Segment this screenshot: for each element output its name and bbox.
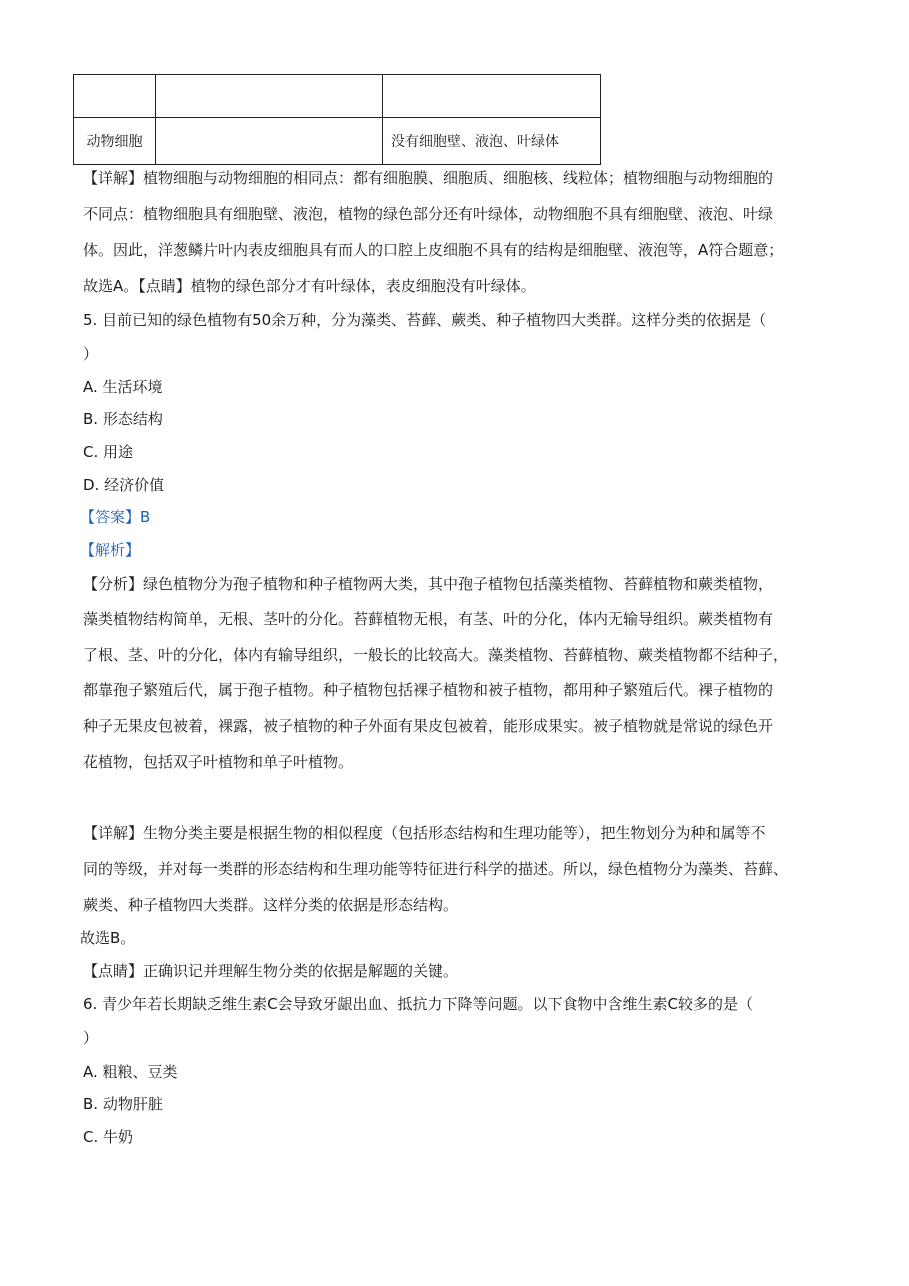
option-d: D. 经济价值: [83, 476, 165, 494]
table-cell: [156, 75, 383, 118]
detail-line: 同的等级，并对每一类群的形态结构和生理功能等特征进行科学的描述。所以，绿色植物分为藻类、苔藓、: [83, 860, 789, 878]
option-c: C. 牛奶: [83, 1128, 134, 1146]
table-cell: [156, 118, 383, 165]
option-b: B. 形态结构: [83, 410, 163, 428]
cell-comparison-table: [73, 74, 601, 165]
analysis-line: 种子无果皮包被着，裸露，被子植物的种子外面有果皮包被着，能形成果实。被子植物就是常说的绿色开: [83, 717, 774, 735]
option-c: C. 用途: [83, 443, 134, 461]
analysis-line: 花植物，包括双子叶植物和单子叶植物。: [83, 753, 354, 771]
answer-label: 【答案】B: [80, 508, 151, 526]
question-6-stem: 6. 青少年若长期缺乏维生素C会导致牙龈出血、抵抗力下降等问题。以下食物中含维生素C较多的是（: [83, 995, 754, 1013]
option-b: B. 动物肝脏: [83, 1095, 163, 1113]
question-5-stem: 5. 目前已知的绿色植物有50余万种，分为藻类、苔藓、蕨类、种子植物四大类群。这样分类的依据是（: [83, 311, 767, 329]
analysis-label: 【解析】: [80, 541, 141, 559]
question-5-stem-end: ）: [83, 345, 99, 363]
table-row: [74, 118, 601, 165]
detail-line: 体。因此，洋葱鳞片叶内表皮细胞具有而人的口腔上皮细胞不具有的结构是细胞壁、液泡等，A符合题意；: [83, 241, 784, 259]
choice-line: 故选B。: [80, 929, 136, 947]
question-6-stem-end: ）: [83, 1029, 99, 1047]
analysis-line: 都靠孢子繁殖后代，属于孢子植物。种子植物包括裸子植物和被子植物，都用种子繁殖后代。裸子植物的: [83, 681, 774, 699]
analysis-line: 了根、茎、叶的分化，体内有输导组织，一般长的比较高大。藻类植物、苔藓植物、蕨类植物都不结种子，: [83, 646, 789, 664]
option-a: A. 生活环境: [83, 378, 163, 396]
table-cell: [74, 75, 156, 118]
tip-line: 【点睛】正确识记并理解生物分类的依据是解题的关键。: [83, 962, 459, 980]
table-cell: [383, 75, 601, 118]
detail-line: 故选A。【点睛】植物的绿色部分才有叶绿体，表皮细胞没有叶绿体。: [83, 277, 536, 295]
detail-line: 【详解】植物细胞与动物细胞的相同点：都有细胞膜、细胞质、细胞核、线粒体；植物细胞与动物细胞的: [83, 169, 774, 187]
table-row: [74, 75, 601, 118]
option-a: A. 粗粮、豆类: [83, 1063, 178, 1081]
detail-line: 【详解】生物分类主要是根据生物的相似程度（包括形态结构和生理功能等），把生物划分为种和属等不: [83, 824, 766, 842]
detail-line: 蕨类、种子植物四大类群。这样分类的依据是形态结构。: [83, 896, 459, 914]
table-cell: 动物细胞: [74, 118, 156, 165]
analysis-line: 藻类植物结构简单，无根、茎叶的分化。苔藓植物无根，有茎、叶的分化，体内无输导组织。蕨类植物有: [83, 610, 774, 628]
detail-line: 不同点：植物细胞具有细胞壁、液泡，植物的绿色部分还有叶绿体，动物细胞不具有细胞壁、液泡、叶绿: [83, 205, 774, 223]
table-cell: 没有细胞壁、液泡、叶绿体: [383, 118, 601, 165]
analysis-line: 【分析】绿色植物分为孢子植物和种子植物两大类，其中孢子植物包括藻类植物、苔藓植物和蕨类植物，: [83, 575, 774, 593]
